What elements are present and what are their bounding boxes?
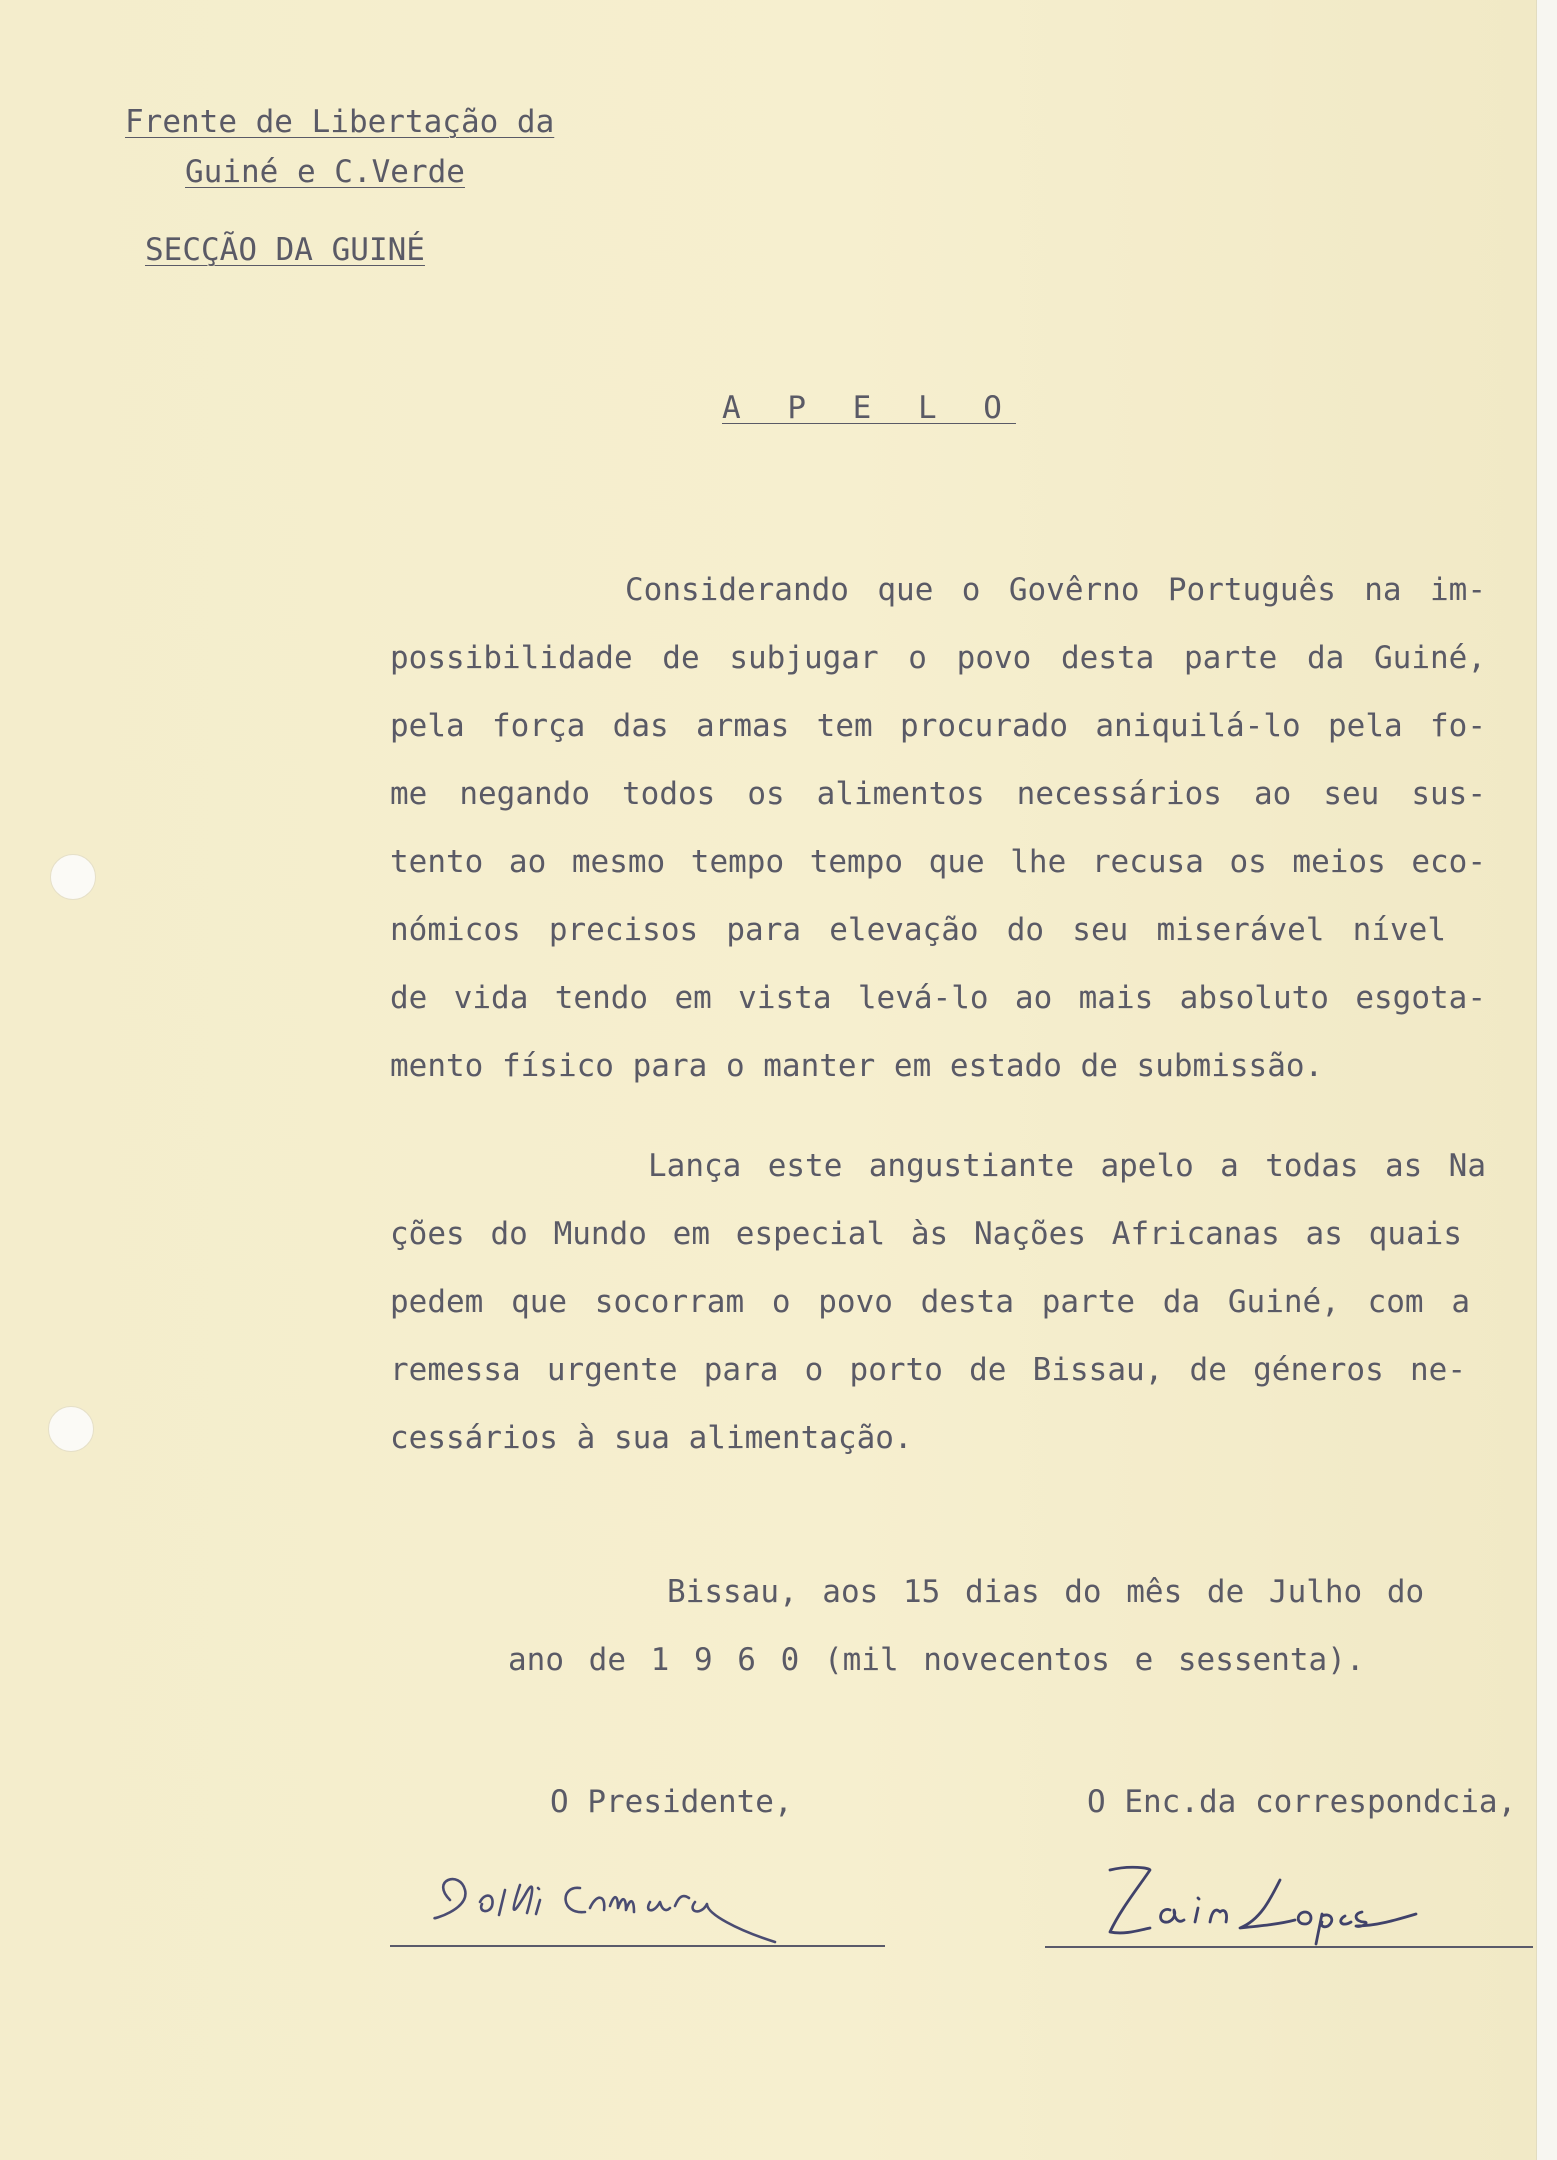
paragraph-line: Lança este angustiante apelo a todas as Na	[648, 1148, 1486, 1184]
president-signature	[420, 1840, 800, 1950]
date-line2: ano de 1 9 6 0 (mil novecentos e sessenta).	[508, 1642, 1365, 1678]
paragraph-line: cessários à sua alimentação.	[390, 1420, 913, 1456]
president-signature-line	[390, 1945, 885, 1947]
paragraph-line: de vida tendo em vista levá-lo ao mais absoluto esgota-	[390, 980, 1486, 1016]
punch-hole	[50, 854, 96, 900]
paragraph-line: me negando todos os alimentos necessários ao seu sus-	[390, 776, 1486, 812]
president-title: O Presidente,	[550, 1784, 793, 1820]
correspondent-signature	[1090, 1840, 1470, 1950]
paragraph-line: nómicos precisos para elevação do seu miserável nível	[390, 912, 1446, 948]
org-name-line2: Guiné e C.Verde	[185, 154, 465, 190]
paragraph-line: pela força das armas tem procurado aniquilá-lo pela fo-	[390, 708, 1486, 744]
paragraph-line: remessa urgente para o porto de Bissau, de géneros ne-	[390, 1352, 1466, 1388]
org-name-line1: Frente de Libertação da	[125, 104, 555, 140]
page-edge	[1536, 0, 1557, 2160]
paragraph-line: possibilidade de subjugar o povo desta parte da Guiné,	[390, 640, 1486, 676]
correspondent-title: O Enc.da correspondcia,	[1087, 1784, 1517, 1820]
paragraph-line: tento ao mesmo tempo tempo que lhe recusa os meios eco-	[390, 844, 1486, 880]
punch-hole	[48, 1406, 94, 1452]
section-heading: SECÇÃO DA GUINÉ	[145, 232, 425, 268]
correspondent-signature-line	[1045, 1946, 1533, 1948]
paragraph-line: pedem que socorram o povo desta parte da Guiné, com a	[390, 1284, 1470, 1320]
paragraph-line: mento físico para o manter em estado de submissão.	[390, 1048, 1324, 1084]
date-line1: Bissau, aos 15 dias do mês de Julho do	[667, 1574, 1425, 1610]
document-title: A P E L O	[722, 390, 1016, 426]
paragraph-line: Considerando que o Govêrno Português na im-	[625, 572, 1486, 608]
paragraph-line: ções do Mundo em especial às Nações Africanas as quais	[390, 1216, 1462, 1252]
